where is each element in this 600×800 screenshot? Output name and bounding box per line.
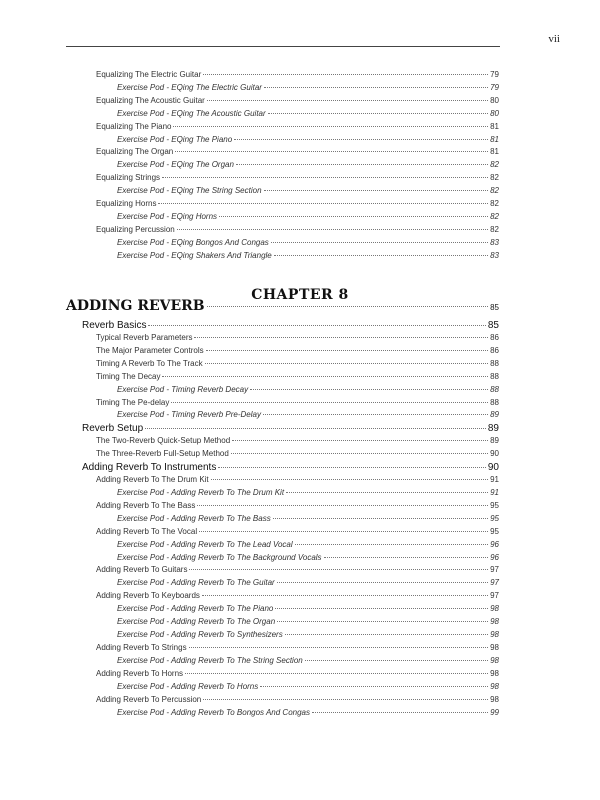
dot-leader [263,414,488,415]
toc-entry-label: Adding Reverb To Instruments [82,462,217,474]
toc-exercise-entry[interactable] [117,251,499,260]
toc-entry[interactable] [96,122,499,131]
toc-entry-label: Exercise Pod - Adding Reverb To The Bass [117,513,271,523]
toc-entry-page-number: 98 [490,630,499,640]
toc-exercise-entry[interactable] [117,656,499,665]
toc-entry-page-number: 82 [490,199,499,208]
toc-entry[interactable] [96,565,499,574]
dot-leader [219,216,488,217]
toc-entry-label: Exercise Pod - Adding Reverb To The Guitar [117,578,275,588]
toc-entry[interactable] [96,359,499,368]
toc-entry[interactable] [96,527,499,536]
toc-entry-page-number: 81 [490,147,499,157]
toc-entry[interactable] [96,96,499,105]
toc-exercise-entry[interactable] [117,540,499,549]
dot-leader [203,699,488,700]
toc-entry-label: Adding Reverb To Strings [96,643,187,652]
toc-entry-page-number: 85 [487,320,499,331]
toc-entry-label: Equalizing The Electric Guitar [96,70,202,79]
dot-leader [250,389,488,390]
dot-leader [145,428,486,429]
toc-entry-label: Typical Reverb Parameters [96,332,193,342]
toc-entry-label: Reverb Setup [82,423,144,435]
toc-entry-label: Exercise Pod - Timing Reverb Decay [117,384,249,394]
toc-entry-page-number: 83 [490,250,499,260]
dot-leader [202,595,488,596]
toc-entry-page-number: 81 [490,134,499,144]
toc-entry-page-number: 98 [490,617,499,627]
toc-entry-page-number: 86 [490,332,499,342]
dot-leader [206,350,489,351]
dot-leader [175,151,488,152]
toc-entry-label: Adding Reverb To Keyboards [96,591,200,601]
toc-exercise-entry[interactable] [117,617,499,626]
toc-entry-page-number: 95 [490,513,499,523]
toc-entry-page-number: 82 [490,173,499,183]
toc-entry-label: Exercise Pod - EQing Shakers And Triangle [117,250,272,260]
toc-entry-page-number: 98 [490,681,499,691]
toc-entry-page-number: 95 [490,526,499,536]
toc-entry-page-number: 89 [487,423,499,435]
toc-entry-label: Exercise Pod - EQing The Piano [117,134,233,144]
toc-entry-label: Exercise Pod - Adding Reverb To The Background Vocals [117,552,322,562]
dot-leader [162,376,488,377]
toc-entry-page-number: 83 [490,237,499,247]
toc-entry-label: Exercise Pod - Timing Reverb Pre-Delay [117,410,261,420]
toc-entry-page-number: 97 [490,591,499,601]
toc-entry-label: Timing A Reverb To The Track [96,358,203,368]
dot-leader [285,634,488,635]
toc-entry[interactable] [96,449,499,458]
toc-entry-label: Exercise Pod - EQing The Electric Guitar [117,82,262,92]
toc-entry-page-number: 88 [490,384,499,394]
dot-leader [236,164,488,165]
toc-entry-page-number: 88 [490,371,499,381]
dot-leader [218,467,486,468]
toc-exercise-entry[interactable] [117,212,499,221]
toc-entry-page-number: 89 [490,436,499,446]
dot-leader [189,569,488,570]
dot-leader [295,544,488,545]
toc-entry[interactable] [96,333,499,342]
toc-entry-page-number: 90 [487,462,499,474]
toc-exercise-entry[interactable] [117,553,499,562]
toc-entry-label: Timing The Pe-delay [96,397,170,407]
toc-entry-page-number: 82 [490,186,499,196]
toc-entry-label: Equalizing The Piano [96,121,172,131]
toc-entry-page-number: 81 [490,121,499,131]
toc-exercise-entry[interactable] [117,578,499,587]
toc-exercise-entry[interactable] [117,514,499,523]
toc-entry-label: Exercise Pod - Adding Reverb To The String Section [117,655,303,665]
dot-leader [173,126,488,127]
toc-entry[interactable] [96,436,499,445]
toc-exercise-entry[interactable] [117,630,499,639]
toc-entry-label: Adding Reverb To Percussion [96,694,202,704]
dot-leader [286,492,488,493]
page-number: vii [548,33,560,45]
toc-entry-page-number: 96 [490,552,499,562]
toc-exercise-entry[interactable] [117,682,499,691]
toc-entry[interactable] [96,346,499,355]
toc-entry-label: Equalizing The Acoustic Guitar [96,95,205,105]
toc-entry[interactable] [96,199,499,208]
toc-entry-label: Adding Reverb To The Drum Kit [96,475,209,485]
toc-entry-page-number: 98 [490,643,499,652]
dot-leader [260,686,488,687]
toc-entry-page-number: 79 [490,82,499,92]
dot-leader [171,402,488,403]
toc-entry-label: Equalizing The Organ [96,147,174,157]
toc-entry-label: Timing The Decay [96,371,161,381]
toc-entry-label: Exercise Pod - Adding Reverb To The Drum Kit [117,487,285,497]
dot-leader [162,177,488,178]
toc-exercise-entry[interactable] [117,160,499,169]
dot-leader [277,582,488,583]
toc-entry[interactable] [96,501,499,510]
toc-entry[interactable] [96,147,499,156]
toc-exercise-entry[interactable] [117,109,499,118]
toc-entry-label: Exercise Pod - Adding Reverb To Horns [117,681,259,691]
toc-section-entry[interactable] [82,320,499,331]
toc-entry-page-number: 98 [490,694,499,704]
toc-entry-page-number: 98 [490,668,499,678]
dot-leader [197,505,488,506]
dot-leader [312,712,488,713]
toc-entry-label: Exercise Pod - EQing The String Section [117,186,262,196]
toc-exercise-entry[interactable] [117,708,499,717]
toc-entry-label: Exercise Pod - Adding Reverb To Bongos And Congas [117,707,311,717]
toc-entry-label: Equalizing Percussion [96,224,175,234]
toc-entry-page-number: 95 [490,500,499,510]
toc-entry[interactable] [96,372,499,381]
toc-entry-label: Reverb Basics [82,320,147,331]
toc-entry-label: Adding Reverb To Guitars [96,565,188,575]
toc-entry-page-number: 97 [490,565,499,575]
toc-entry-page-number: 79 [490,70,499,79]
toc-entry-page-number: 98 [490,604,499,614]
dot-leader [185,673,488,674]
toc-entry-page-number: 88 [490,397,499,407]
toc-entry-label: Exercise Pod - EQing Bongos And Congas [117,237,269,247]
toc-entry-page-number: 82 [490,224,499,234]
dot-leader [305,660,488,661]
toc-entry-page-number: 86 [490,345,499,355]
toc-entry-label: Equalizing Horns [96,199,157,208]
chapter-page-number: 85 [490,303,499,312]
toc-exercise-entry[interactable] [117,488,499,497]
toc-entry-page-number: 82 [490,211,499,221]
toc-entry-page-number: 96 [490,539,499,549]
toc-entry-page-number: 97 [490,578,499,588]
dot-leader [158,203,488,204]
dot-leader [324,557,489,558]
toc-exercise-entry[interactable] [117,135,499,144]
header-rule [66,46,500,47]
dot-leader [271,242,488,243]
toc-entry-label: Adding Reverb To Horns [96,668,184,678]
toc-entry-label: Exercise Pod - Adding Reverb To The Piano [117,604,274,614]
dot-leader [234,139,488,140]
dot-leader [205,363,489,364]
toc-entry-page-number: 91 [490,487,499,497]
toc-entry-page-number: 88 [490,358,499,368]
chapter-title: ADDING REVERB [66,298,205,314]
chapter-heading: CHAPTER 8 [251,287,349,303]
chapter-title-entry[interactable] [66,298,499,314]
dot-leader [274,255,488,256]
dot-leader [231,453,488,454]
toc-entry[interactable] [96,669,499,678]
toc-entry-label: The Three-Reverb Full-Setup Method [96,449,229,459]
dot-leader [268,113,488,114]
toc-entry-label: Exercise Pod - EQing The Organ [117,160,234,170]
toc-entry-label: The Major Parameter Controls [96,345,204,355]
toc-entry-label: Exercise Pod - EQing The Acoustic Guitar [117,108,266,118]
dot-leader [177,229,488,230]
toc-entry[interactable] [96,695,499,704]
toc-entry-page-number: 90 [490,449,499,459]
toc-entry-label: Equalizing Strings [96,173,161,183]
toc-entry-page-number: 80 [490,95,499,105]
toc-entry-page-number: 91 [490,475,499,485]
toc-entry-page-number: 89 [490,410,499,420]
dot-leader [232,440,488,441]
dot-leader [264,190,489,191]
toc-entry[interactable] [96,398,499,407]
dot-leader [203,74,488,75]
toc-entry[interactable] [96,591,499,600]
toc-entry-page-number: 99 [490,707,499,717]
toc-entry[interactable] [96,173,499,182]
dot-leader [194,337,488,338]
toc-entry[interactable] [96,475,499,484]
toc-entry-label: Exercise Pod - Adding Reverb To Synthesizers [117,630,283,640]
toc-section-entry[interactable] [82,423,499,434]
dot-leader [264,87,488,88]
dot-leader [199,531,488,532]
toc-entry[interactable] [96,70,499,79]
dot-leader [277,621,488,622]
toc-exercise-entry[interactable] [117,83,499,92]
toc-entry[interactable] [96,225,499,234]
dot-leader [189,647,489,648]
toc-entry-label: Exercise Pod - EQing Horns [117,211,218,221]
toc-entry[interactable] [96,643,499,652]
toc-entry-page-number: 80 [490,108,499,118]
toc-exercise-entry[interactable] [117,238,499,247]
toc-exercise-entry[interactable] [117,604,499,613]
toc-exercise-entry[interactable] [117,186,499,195]
toc-entry-label: Exercise Pod - Adding Reverb To The Lead Vocal [117,539,293,549]
dot-leader [275,608,488,609]
toc-section-entry[interactable] [82,462,499,473]
dot-leader [273,518,488,519]
toc-entry-page-number: 98 [490,655,499,665]
toc-exercise-entry[interactable] [117,410,499,419]
toc-entry-label: Adding Reverb To The Bass [96,500,196,510]
toc-entry-label: Exercise Pod - Adding Reverb To The Organ [117,617,276,627]
dot-leader [148,325,485,326]
dot-leader [211,479,488,480]
toc-entry-label: The Two-Reverb Quick-Setup Method [96,436,231,446]
toc-entry-label: Adding Reverb To The Vocal [96,526,198,536]
toc-entry-page-number: 82 [490,160,499,170]
toc-exercise-entry[interactable] [117,385,499,394]
dot-leader [207,306,488,307]
dot-leader [207,100,488,101]
